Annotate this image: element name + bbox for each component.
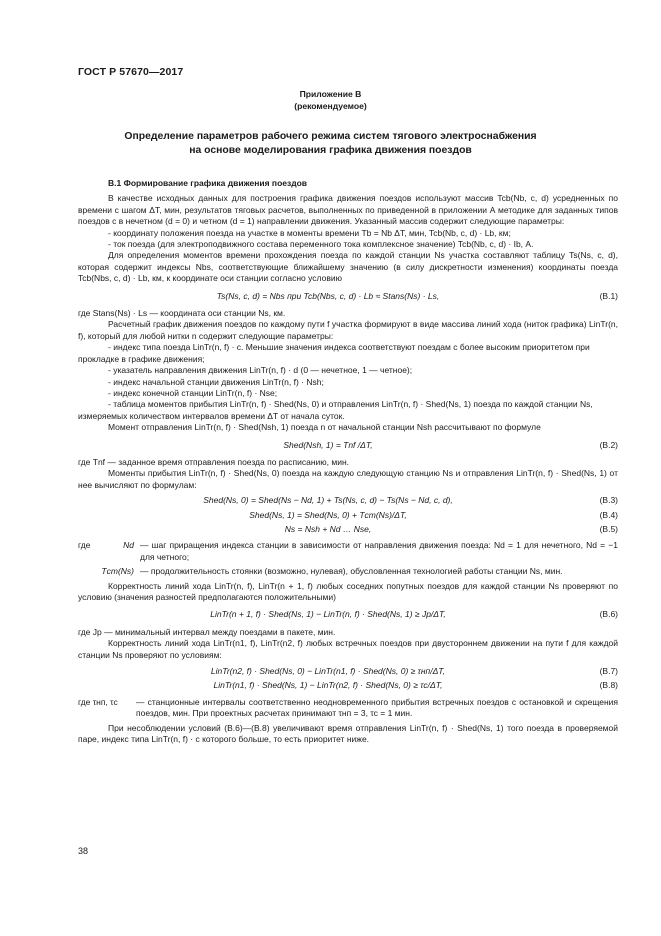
definition-row: [78, 566, 618, 577]
list-item: - координату положения поезда на участке в моменты времени Tb = Nb ΔT, мин, Tcb(Nb, c, d) · Lb, км;: [108, 227, 511, 238]
equation-formula: Shed(Nsh, 1) = Tnf /ΔT,: [283, 439, 373, 450]
paragraph: где Tnf — заданное время отправления поезда по расписанию, мин.: [78, 456, 350, 467]
list-item: - индекс начальной станции движения LinTr(n, f) · Nsh;: [108, 376, 324, 387]
equation-number: (В.3): [599, 495, 618, 506]
equation-formula: Shed(Ns, 1) = Shed(Ns, 0) + Tст(Ns)/ΔT,: [249, 509, 407, 520]
document-body: [78, 178, 618, 745]
list-item: - таблица моментов прибытия LinTr(n, f) · Shed(Ns, 0) и отправления LinTr(n, f) · Shed(Ns, 1) поезда по каждой станции Ns, измеряемых количеством интервалов времени ΔT от начала суток.: [78, 399, 593, 421]
equation-formula: Ts(Ns, c, d) = Nbs при Tcb(Nbs, c, d) · Lb ≈ Stans(Ns) · Ls,: [216, 290, 440, 301]
page-number: 38: [78, 846, 89, 856]
appendix-title: Приложение В: [299, 89, 362, 99]
equation-formula: LinTr(n1, f) · Shed(Ns, 1) − LinTr(n2, f) · Shed(Ns, 0) ≥ τс/ΔT,: [213, 680, 443, 691]
equation: [78, 609, 618, 620]
equation: [78, 495, 618, 506]
list-item: - индекс типа поезда LinTr(n, f) · c. Меньшие значения индекса соответствуют поездам с более высоким приоритетом при прокладке в графике движения;: [78, 342, 590, 364]
equation-number: (В.1): [599, 290, 618, 301]
list-item: - указатель направления движения LinTr(n, f) · d (0 — нечетное, 1 — четное);: [108, 365, 413, 376]
equation-number: (В.8): [599, 680, 618, 691]
equation-number: (В.2): [599, 439, 618, 450]
definition-text: — шаг приращения индекса станции в зависимости от направления движения поезда: Nd = 1 для нечетного, Nd = −1 для четного;: [140, 540, 618, 562]
equation-formula: LinTr(n + 1, f) · Shed(Ns, 1) − LinTr(n, f) · Shed(Ns, 1) ≥ Jp/ΔT,: [210, 609, 446, 620]
equation: [78, 524, 618, 535]
paragraph: где Jp — минимальный интервал между поездами в пакете, мин.: [78, 626, 336, 637]
definition-symbol: Nd: [123, 540, 134, 551]
paragraph: При несоблюдении условий (В.6)—(В.8) увеличивают время отправления LinTr(n, f) · Shed(Ns, 1) того поезда в проверяемой паре, индекс типа LinTr(n, f) · c которого больше, то есть приоритет ниже.: [78, 722, 618, 745]
equation-number: (В.5): [599, 523, 618, 534]
definition-symbol: Tст(Ns): [101, 566, 134, 577]
appendix-subtitle: (рекомендуемое): [294, 101, 367, 111]
equation-number: (В.4): [599, 509, 618, 520]
section-title-line2: на основе моделирования графика движения поездов: [189, 145, 472, 156]
equation: [78, 680, 618, 691]
equation: [78, 291, 618, 302]
paragraph: Момент отправления LinTr(n, f) · Shed(Nsh, 1) поезда n от начальной станции Nsh рассчитывают по формуле: [108, 422, 541, 433]
definition-lead: где: [78, 540, 91, 551]
paragraph: Моменты прибытия LinTr(n, f) · Shed(Ns, 0) поезда на каждую следующую станцию Ns и отправления LinTr(n, f) · Shed(Ns, 1) от нее вычисляют по формулам:: [78, 468, 618, 490]
equation: [78, 510, 618, 521]
paragraph: Корректность линий хода LinTr(n1, f), LinTr(n2, f) любых встречных поездов при двустороннем движении на пути f для каждой станции Ns проверяют по условиям:: [78, 638, 618, 660]
equation-formula: LinTr(n2, f) · Shed(Ns, 0) − LinTr(n1, f) · Shed(Ns, 0) ≥ τнп/ΔT,: [210, 666, 446, 677]
definition-text: — продолжительность стоянки (возможно, нулевая), обусловленная технологией работы станции Ns, мин.: [140, 566, 563, 577]
section-title-line1: Определение параметров рабочего режима систем тягового электроснабжения: [124, 131, 537, 142]
paragraph: где Stans(Ns) · Ls — координата оси станции Ns, км.: [78, 308, 286, 319]
equation: [78, 440, 618, 451]
paragraph: Корректность линий хода LinTr(n, f), LinTr(n + 1, f) любых соседних попутных поездов для каждой станции Ns проверяют по условию (значения разностей предполагаются положительными): [78, 580, 618, 602]
equation-formula: Shed(Ns, 0) = Shed(Ns − Nd, 1) + Ts(Ns, c, d) − Ts(Ns − Nd, c, d),: [203, 495, 453, 506]
definition-lead: где τнп, τс: [78, 696, 118, 707]
paragraph: В качестве исходных данных для построения графика движения поездов используют массив Tcb(Nb, c, d) усредненных по времени с шагом ΔT, мин, результатов тяговых расчетов, выполненных по приведенной в приложении А методике для заданных типов поездов с в нечетном (d = 0) и четном (d = 1) направлении движения. Указанный массив содержит следующие параметры:: [78, 193, 618, 227]
paragraph: Для определения моментов времени прохождения поезда по каждой станции Ns участка составляют таблицу Ts(Ns, c, d), которая содержит индексы Nbs, соответствующие ближайшему значению (в силу дискретности изменения) координаты поезда Tcb(Nbs, c, d) · Lb, км, к координате оси станции согласно условию: [78, 250, 618, 284]
doc-code: ГОСТ Р 57670—2017: [78, 66, 184, 78]
definition-text: — станционные интервалы соответственно неодновременного прибытия встречных поездов с остановкой и скрещения поездов, мин. При проектных расчетах принимают τнп = 3, τс = 1 мин.: [136, 696, 618, 719]
list-item: - ток поезда (для электроподвижного состава переменного тока комплексное значение) Tcb(Nb, c, d) · Ib, А.: [108, 239, 534, 250]
equation-number: (В.6): [599, 609, 618, 620]
list-item: - индекс конечной станции LinTr(n, f) · Nse;: [108, 387, 278, 398]
equation: [78, 666, 618, 677]
definition-row: [78, 540, 618, 563]
paragraph: Расчетный график движения поездов по каждому пути f участка формируют в виде массива линий хода (ниток графика) LinTr(n, f), который для любой нитки n содержит следующие параметры:: [78, 319, 618, 341]
equation-formula: Ns = Nsh + Nd … Nse,: [284, 523, 372, 534]
definition-row: [78, 697, 618, 720]
equation-number: (В.7): [599, 666, 618, 677]
subsection-title: В.1 Формирование графика движения поездов: [108, 178, 308, 188]
